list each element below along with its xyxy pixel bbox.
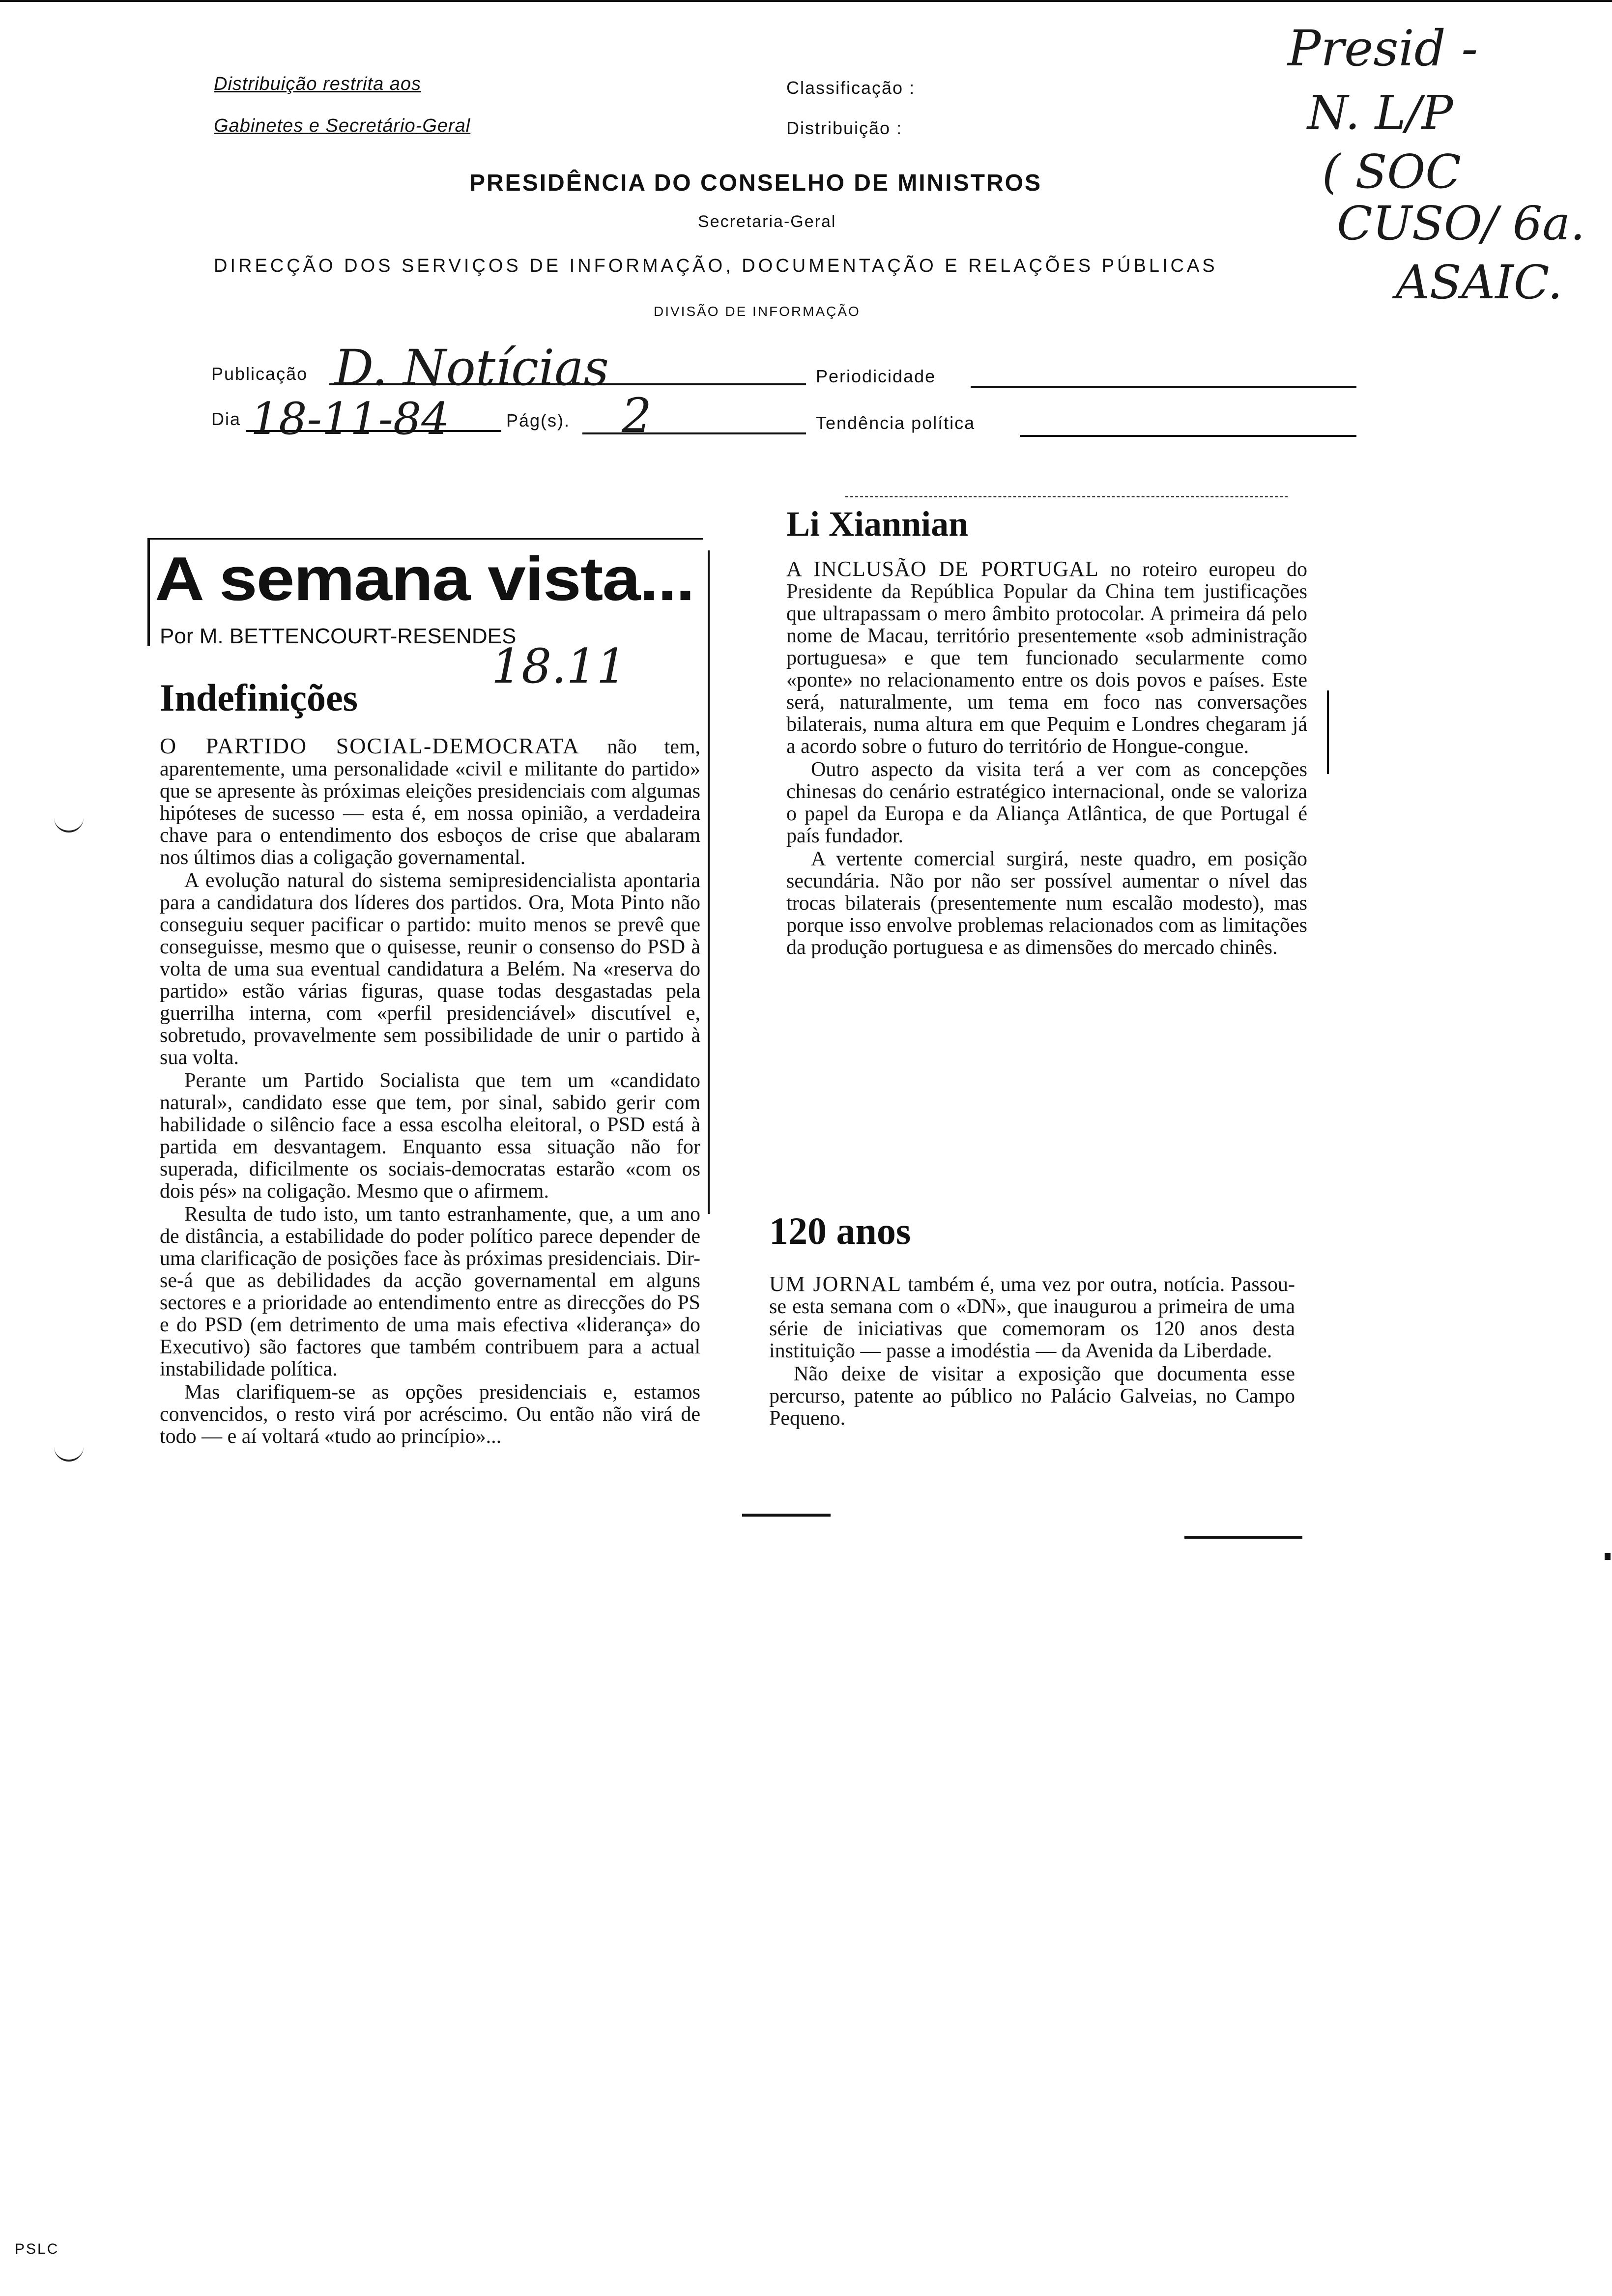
hole-punch-mark bbox=[54, 1445, 84, 1462]
tendency-line bbox=[1020, 435, 1356, 437]
day-value: 18-11-84 bbox=[251, 393, 450, 445]
annotation-line2: N. L/P bbox=[1307, 86, 1453, 140]
article-paragraph: A INCLUSÃO DE PORTUGAL no roteiro europeu do Presidente da República Popular da China tem justificações que ultrapassam o mero âmbito protocolar. A primeira dá pelo nome de Macau, território presentemente «sob administração portuguesa» e que tem funcionado secularmente como «ponte» no relacionamento entre os dois povos e países. Este será, naturalmente, um tema em foco nas conversações bilaterais, numa altura em que Pequim e Londres chegaram já a acordo sobre o futuro do território de Hongue-congue. bbox=[786, 557, 1308, 758]
end-rule bbox=[1184, 1536, 1302, 1539]
section-title-120-anos: 120 anos bbox=[769, 1209, 911, 1252]
presidency-heading: PRESIDÊNCIA DO CONSELHO DE MINISTROS bbox=[469, 170, 1042, 196]
publication-line bbox=[329, 383, 806, 385]
restricted-distribution-line2: Gabinetes e Secretário-Geral bbox=[214, 115, 471, 136]
article-paragraph: UM JORNAL também é, uma vez por outra, notícia. Passou-se esta semana com o «DN», que inaugurou a primeira de uma série de iniciativas que comemoram os 120 anos desta instituição — passe a imodéstia — da Avenida da Liberdade. bbox=[769, 1272, 1295, 1362]
article-paragraph: Resulta de tudo isto, um tanto estranhamente, que, a um ano de distância, a estabilidade do poder político parece depender de uma clarificação de posições face às próximas presidenciais. Dir-se-á que as debilidades da acção governamental em alguns sectores e a prioridade ao entendimento entre as direcções do PS e do PSD (em detrimento de uma mais efectiva «liderança» do Executivo) são factores que também contribuem para a actual instabilidade política. bbox=[160, 1203, 700, 1380]
clipping-title: A semana vista... bbox=[155, 544, 694, 614]
distribution-label: Distribuição : bbox=[786, 118, 903, 138]
article-paragraph: A vertente comercial surgirá, neste quadro, em posição secundária. Não por não ser possível aumentar o nível das trocas bilaterais (presentemente num escalão modesto), mas porque isso envolve problemas relacionados com as limitações da produção portuguesa e as dimensões do mercado chinês. bbox=[786, 848, 1307, 959]
periodicity-line bbox=[971, 386, 1356, 388]
article-li-xiannian-body bbox=[786, 558, 1307, 960]
handwritten-date: 18.11 bbox=[491, 639, 627, 694]
corner-code: PSLC bbox=[15, 2241, 59, 2257]
clipping-byline: Por M. BETTENCOURT-RESENDES bbox=[160, 624, 517, 648]
top-page-edge bbox=[0, 0, 1612, 2]
pages-value: 2 bbox=[622, 388, 652, 443]
hole-punch-mark bbox=[54, 816, 84, 832]
article-paragraph: Mas clarifiquem-se as opções presidenciais e, estamos convencidos, o resto virá por acréscimo. Ou então não virá de todo — e aí voltará «tudo ao princípio»... bbox=[160, 1381, 700, 1448]
article-paragraph: Outro aspecto da visita terá a ver com as concepções chinesas do cenário estratégico internacional, onde se valoriza o papel da Europa e da Aliança Atlântica, de que Portugal é país fundador. bbox=[786, 758, 1307, 847]
article-paragraph: O PARTIDO SOCIAL-DEMOCRATA não tem, aparentemente, uma personalidade «civil e militante do partido» que se apresente às próximas eleições presidenciais com algumas hipóteses de sucesso — esta é, em nossa opinião, a verdadeira chave para o entendimento dos esboços de crise que abalaram nos últimos dias a coligação governamental. bbox=[160, 733, 701, 869]
article-paragraph: Perante um Partido Socialista que tem um «candidato natural», candidato esse que tem, por sinal, sabido gerir com habilidade o silêncio face a essa escolha eleitoral, o PSD está à partida em desvantagem. Enquanto essa situação não for superada, dificilmente os sociais-democratas estarão «com os dois pés» na coligação. Mesmo que o afirmem. bbox=[160, 1069, 700, 1203]
article-paragraph: Não deixe de visitar a exposição que documenta esse percurso, patente ao público no Palácio Galveias, no Campo Pequeno. bbox=[769, 1363, 1295, 1430]
annotation-line3: ( SOC bbox=[1322, 145, 1461, 199]
day-line bbox=[246, 430, 501, 432]
restricted-distribution-line1: Distribuição restrita aos bbox=[214, 74, 422, 94]
article-indefinicoes-body bbox=[160, 735, 700, 1449]
section-title-indefinicoes: Indefinições bbox=[160, 676, 358, 719]
tendency-label: Tendência política bbox=[816, 413, 976, 433]
right-column-margin-mark bbox=[1327, 690, 1329, 774]
annotation-line1: Presid - bbox=[1288, 20, 1478, 77]
section-title-li-xiannian: Li Xiannian bbox=[786, 504, 969, 544]
clipping-right-edge bbox=[708, 550, 710, 1214]
right-column-top-rule bbox=[845, 496, 1288, 497]
underline-stroke bbox=[742, 1514, 831, 1517]
article-120-anos-body bbox=[769, 1273, 1295, 1431]
right-edge-mark bbox=[1605, 1553, 1611, 1560]
secretariat-heading: Secretaria-Geral bbox=[698, 212, 836, 231]
publication-value: D. Notícias bbox=[334, 339, 609, 397]
annotation-line4: CUSO/ 6a. bbox=[1337, 197, 1585, 251]
article-paragraph: A evolução natural do sistema semipresidencialista apontaria para a candidatura dos líderes dos partidos. Ora, Mota Pinto não conseguiu sequer pacificar o partido: muito menos se prevê que conseguisse, mesmo que o quisesse, reunir o consenso do PSD à volta de uma sua eventual candidatura a Belém. Na «reserva do partido» estão várias figuras, quase todas desgastadas pela guerrilha interna, com «perfil presidenciável» discutível e, sobretudo, provavelmente sem possibilidade de unir o partido à sua volta. bbox=[160, 869, 700, 1069]
division-heading: DIVISÃO DE INFORMAÇÃO bbox=[654, 304, 861, 319]
periodicity-label: Periodicidade bbox=[816, 366, 936, 386]
clipping-top-border bbox=[147, 538, 703, 540]
annotation-line5: ASAIC. bbox=[1396, 256, 1563, 310]
directorate-heading: DIRECÇÃO DOS SERVIÇOS DE INFORMAÇÃO, DOCUMENTAÇÃO E RELAÇÕES PÚBLICAS bbox=[214, 256, 1218, 276]
publication-label: Publicação bbox=[211, 364, 308, 384]
pages-line bbox=[582, 432, 806, 434]
clipping-left-border bbox=[147, 538, 150, 646]
day-label: Dia bbox=[211, 409, 241, 429]
pages-label: Pág(s). bbox=[506, 410, 571, 430]
classification-label: Classificação : bbox=[786, 78, 916, 98]
